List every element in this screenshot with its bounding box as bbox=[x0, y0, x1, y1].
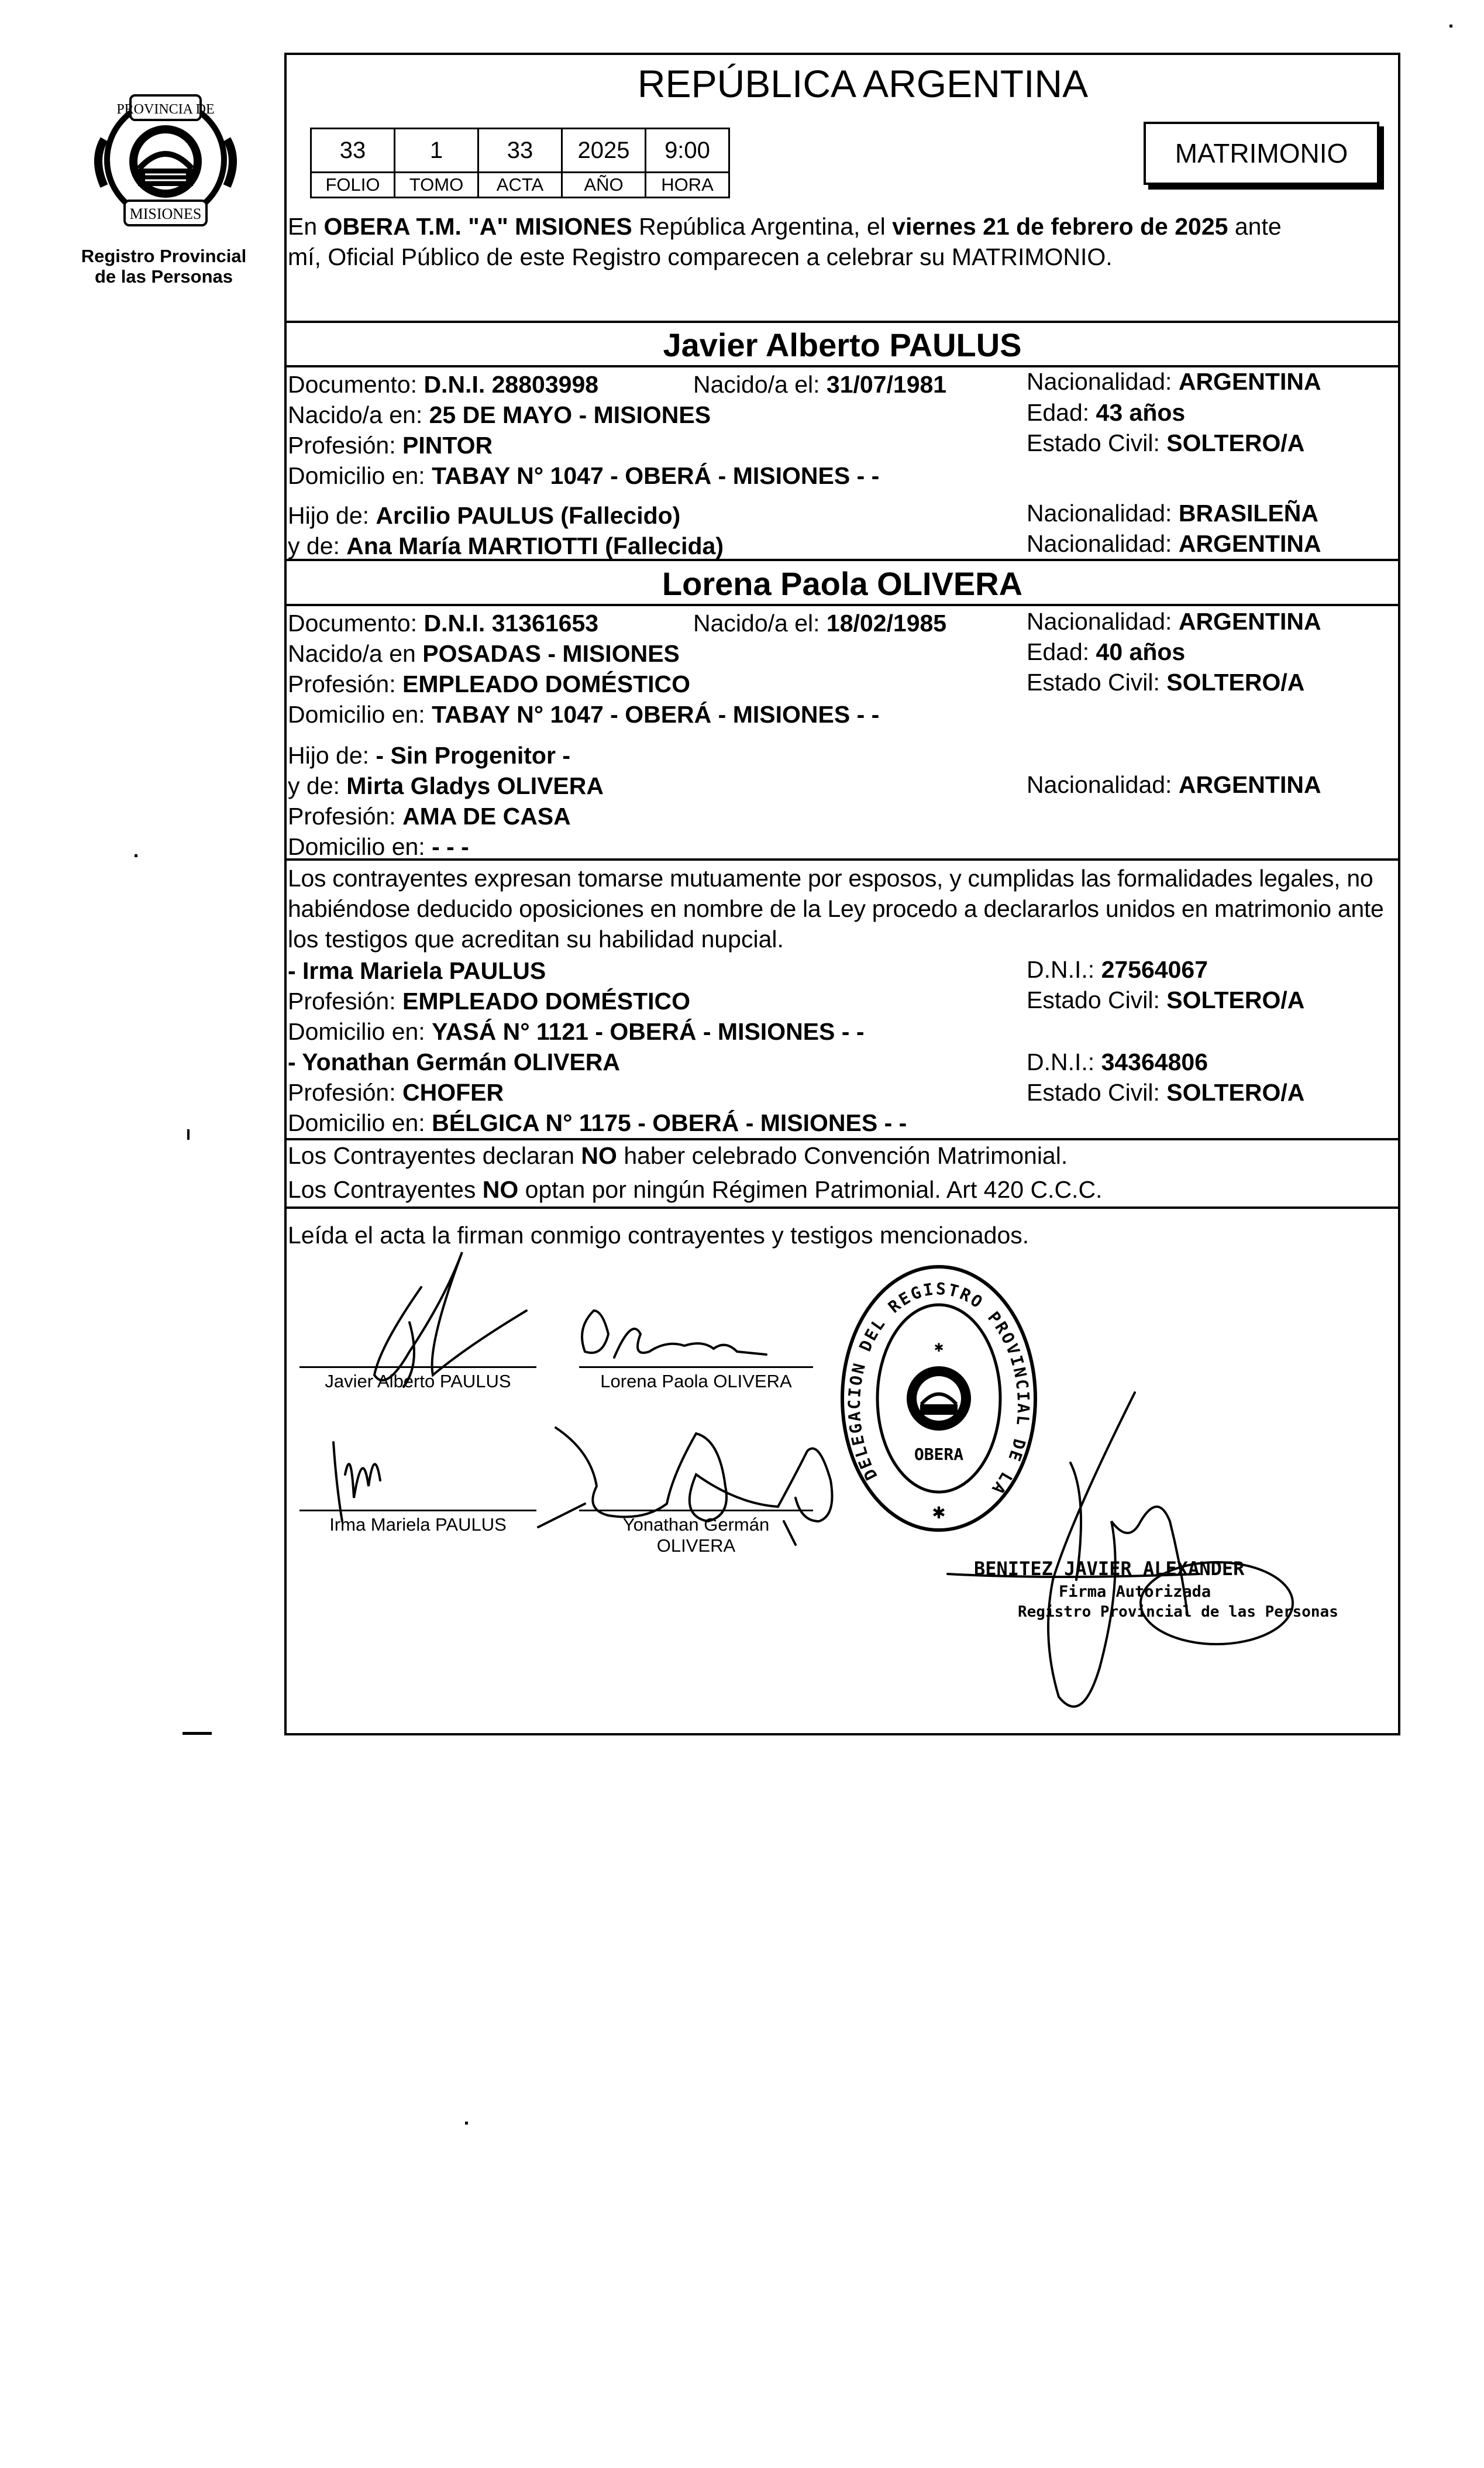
spouse2-mother-profession: Profesión: AMA DE CASA bbox=[288, 803, 571, 830]
folio-label: FOLIO bbox=[311, 173, 395, 198]
witness1-profession: Profesión: EMPLEADO DOMÉSTICO bbox=[288, 988, 691, 1015]
signature-label-javier: Javier Alberto PAULUS bbox=[325, 1371, 511, 1391]
acta-value: 33 bbox=[478, 129, 562, 173]
witness1-dni: D.N.I.: 27564067 bbox=[1027, 956, 1208, 983]
spouse1-birthdate: Nacido/a el: 31/07/1981 bbox=[693, 371, 947, 398]
spouse1-birthplace: Nacido/a en: 25 DE MAYO - MISIONES bbox=[288, 401, 711, 428]
delegation-stamp bbox=[836, 1258, 1041, 1539]
spouse2-address: Domicilio en: TABAY N° 1047 - OBERÁ - MISIONES - - bbox=[288, 701, 880, 728]
document-title: REPÚBLICA ARGENTINA bbox=[637, 62, 1089, 105]
official-registry: Registro Provincial de las Personas bbox=[1018, 1603, 1338, 1621]
act-type-box: MATRIMONIO bbox=[1144, 122, 1379, 185]
signature-line bbox=[579, 1510, 813, 1511]
spouse2-nationality: Nacionalidad: ARGENTINA bbox=[1027, 608, 1321, 635]
declaration-line-2: habiéndose deducido oposiciones en nombre de la Ley procedo a declararlos unidos en matrimonio ante bbox=[288, 895, 1384, 922]
seal-text-bottom: MISIONES bbox=[129, 205, 202, 222]
signature-javier bbox=[374, 1252, 526, 1380]
acta-label: ACTA bbox=[478, 173, 562, 198]
spouse1-profession: Profesión: PINTOR bbox=[288, 432, 493, 459]
signature-label-yonathan-1: Yonathan Germán bbox=[622, 1514, 770, 1535]
witness1-name: - Irma Mariela PAULUS bbox=[288, 957, 546, 984]
stamp-ring-text: DELEGACION DEL REGISTRO PROVINCIAL DE LA bbox=[844, 1279, 1034, 1500]
signature-label-yonathan-2: OLIVERA bbox=[656, 1535, 736, 1556]
witness2-profession: Profesión: CHOFER bbox=[288, 1079, 504, 1106]
folio-value: 33 bbox=[311, 129, 395, 173]
spouse2-document: Documento: D.N.I. 31361653 bbox=[288, 610, 599, 637]
registry-name-line2: de las Personas bbox=[94, 266, 233, 287]
signature-yonathan bbox=[556, 1428, 832, 1521]
spouse2-mother-address: Domicilio en: - - - bbox=[288, 833, 469, 860]
seal-text-top: PROVINCIA DE bbox=[116, 102, 215, 117]
spouse2-birthplace: Nacido/a en POSADAS - MISIONES bbox=[288, 640, 680, 667]
spouse1-civil-status: Estado Civil: SOLTERO/A bbox=[1027, 429, 1305, 456]
spouse1-age: Edad: 43 años bbox=[1027, 399, 1186, 426]
signature-line bbox=[299, 1510, 536, 1511]
signature-line bbox=[299, 1366, 536, 1368]
hora-label: HORA bbox=[646, 173, 729, 198]
witness2-name: - Yonathan Germán OLIVERA bbox=[288, 1049, 621, 1075]
spouse2-mother-nationality: Nacionalidad: ARGENTINA bbox=[1027, 771, 1321, 798]
anio-label: AÑO bbox=[562, 173, 646, 198]
spouse2-father: Hijo de: - Sin Progenitor - bbox=[288, 742, 570, 769]
anio-value: 2025 bbox=[562, 129, 646, 173]
signature-label-lorena: Lorena Paola OLIVERA bbox=[600, 1371, 792, 1391]
regime-line-2: Los Contrayentes NO optan por ningún Régimen Patrimonial. Art 420 C.C.C. bbox=[288, 1176, 1103, 1203]
spouse1-mother-nationality: Nacionalidad: ARGENTINA bbox=[1027, 530, 1321, 557]
spouse1-address: Domicilio en: TABAY N° 1047 - OBERÁ - MISIONES - - bbox=[288, 462, 880, 489]
declaration-line-3: los testigos que acreditan su habilidad nupcial. bbox=[288, 926, 784, 953]
spouse1-father-nationality: Nacionalidad: BRASILEÑA bbox=[1027, 500, 1319, 527]
spouse1-document: Documento: D.N.I. 28803998 bbox=[288, 371, 599, 398]
stamp-star-top: ✱ bbox=[934, 1342, 944, 1355]
witness1-civil-status: Estado Civil: SOLTERO/A bbox=[1027, 986, 1305, 1013]
stamp-star-bottom: ✱ bbox=[932, 1504, 946, 1522]
signature-label-irma: Irma Mariela PAULUS bbox=[329, 1514, 507, 1535]
witness2-dni: D.N.I.: 34364806 bbox=[1027, 1049, 1208, 1075]
intro-line-1: En OBERA T.M. "A" MISIONES República Argentina, el viernes 21 de febrero de 2025 ante bbox=[288, 213, 1282, 240]
regime-line-1: Los Contrayentes declaran NO haber celebrado Convención Matrimonial. bbox=[288, 1142, 1068, 1169]
tomo-label: TOMO bbox=[395, 173, 478, 198]
spouse2-profession: Profesión: EMPLEADO DOMÉSTICO bbox=[288, 671, 691, 697]
hora-value: 9:00 bbox=[646, 129, 729, 173]
spouse2-mother: y de: Mirta Gladys OLIVERA bbox=[288, 772, 604, 799]
signature-lorena bbox=[582, 1311, 766, 1357]
closing-text: Leída el acta la firman conmigo contrayentes y testigos mencionados. bbox=[288, 1222, 1029, 1249]
intro-line-2: mí, Oficial Público de este Registro comparecen a celebrar su MATRIMONIO. bbox=[288, 243, 1113, 270]
spouse1-mother: y de: Ana María MARTIOTTI (Fallecida) bbox=[288, 532, 724, 559]
witness2-civil-status: Estado Civil: SOLTERO/A bbox=[1027, 1079, 1305, 1106]
spouse2-civil-status: Estado Civil: SOLTERO/A bbox=[1027, 669, 1305, 696]
declaration-line-1: Los contrayentes expresan tomarse mutuamente por esposos, y cumplidas las formalidades legales, no bbox=[288, 865, 1373, 892]
registry-name-line1: Registro Provincial bbox=[81, 246, 247, 266]
spouse1-name: Javier Alberto PAULUS bbox=[663, 326, 1022, 363]
spouse1-nationality: Nacionalidad: ARGENTINA bbox=[1027, 368, 1321, 395]
tomo-value: 1 bbox=[395, 129, 478, 173]
spouse2-age: Edad: 40 años bbox=[1027, 638, 1186, 665]
stamp-city: OBERA bbox=[914, 1445, 964, 1464]
witness1-address: Domicilio en: YASÁ N° 1121 - OBERÁ - MISIONES - - bbox=[288, 1018, 865, 1045]
signature-line bbox=[579, 1366, 813, 1368]
official-authorized-signature: Firma Autorizada bbox=[1059, 1583, 1211, 1601]
witness2-address: Domicilio en: BÉLGICA N° 1175 - OBERÁ - MISIONES - - bbox=[288, 1109, 907, 1136]
spouse2-name: Lorena Paola OLIVERA bbox=[662, 565, 1023, 602]
official-name: BENITEZ JAVIER ALEXANDER bbox=[974, 1558, 1245, 1580]
spouse2-birthdate: Nacido/a el: 18/02/1985 bbox=[693, 610, 947, 637]
spouse1-father: Hijo de: Arcilio PAULUS (Fallecido) bbox=[288, 502, 681, 529]
